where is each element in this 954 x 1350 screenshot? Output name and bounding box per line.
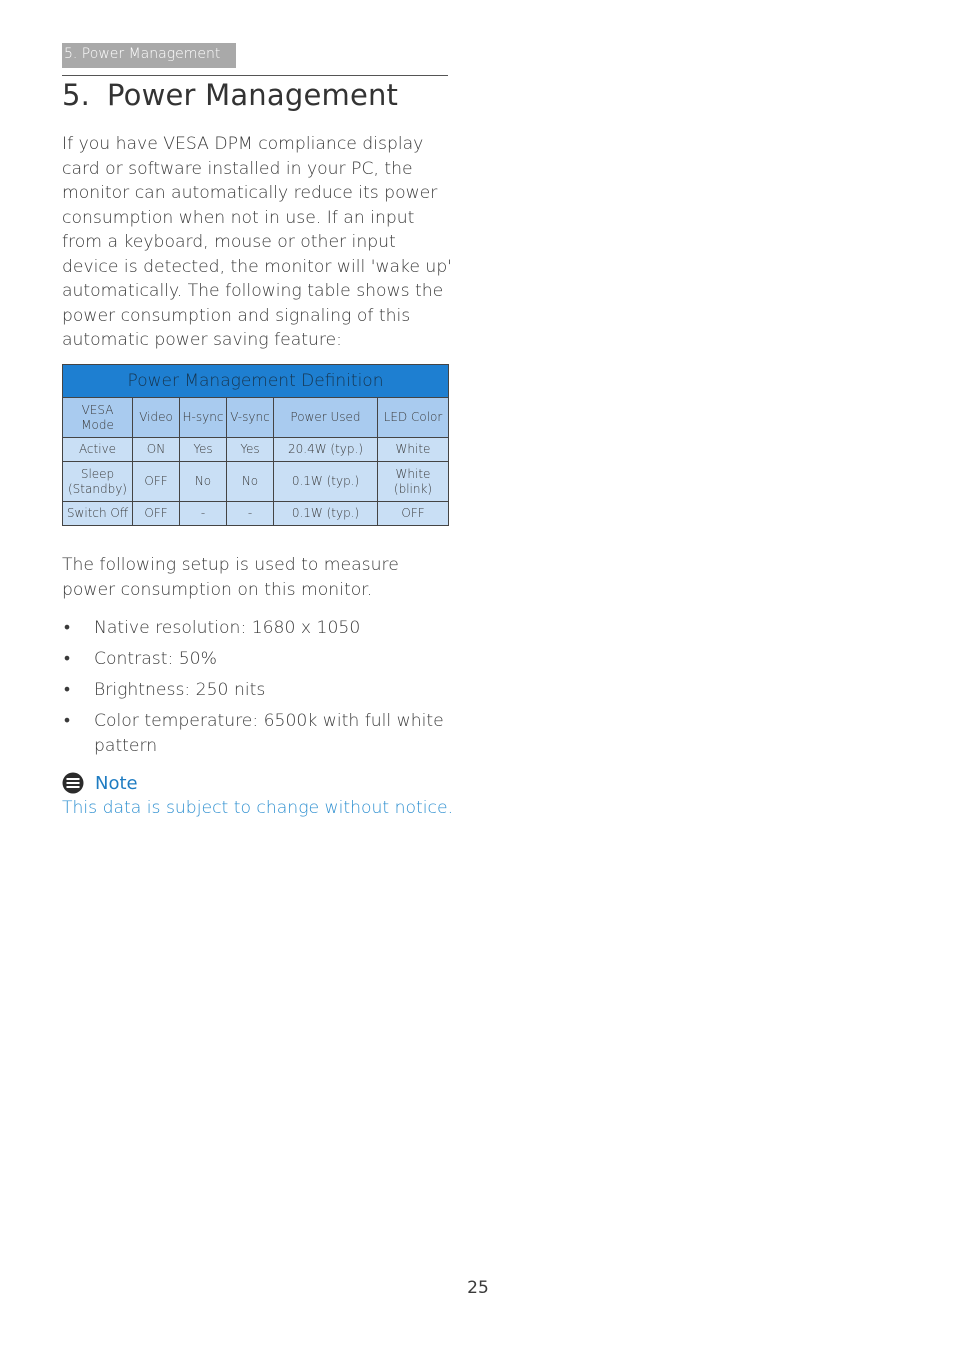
table-cell: OFF bbox=[133, 502, 180, 526]
title-number: 5. bbox=[62, 78, 91, 112]
list-item bbox=[62, 647, 448, 672]
table-caption: Power Management Definition bbox=[63, 365, 449, 398]
page-number: 25 bbox=[467, 1278, 489, 1298]
list-item bbox=[62, 678, 448, 703]
measure-intro: The following setup is used to measure power consumption on this monitor. bbox=[62, 555, 399, 600]
intro-paragraph: If you have VESA DPM compliance display card or software installed in your PC, the monitor can automatically reduce its power consumption when not in use. If an input from a keyboard, mouse or other input device is detected, the monitor will 'wake up' automatically. The following table shows the power consumption and signaling of this automatic power saving feature: bbox=[62, 134, 452, 350]
table-cell: White (blink) bbox=[378, 462, 449, 502]
table-cell: ON bbox=[133, 438, 180, 462]
note-label: Note bbox=[95, 772, 138, 794]
table-cell: OFF bbox=[133, 462, 180, 502]
list-item-text: Native resolution: 1680 x 1050 bbox=[94, 618, 361, 638]
table-row bbox=[63, 462, 449, 502]
table-row bbox=[63, 502, 449, 526]
title-text: Power Management bbox=[107, 78, 399, 112]
bullet-glyph: • bbox=[64, 618, 71, 638]
table-cell: - bbox=[180, 502, 227, 526]
header-rule bbox=[62, 75, 448, 76]
list-item bbox=[62, 709, 448, 758]
table-header-cell: H-sync bbox=[180, 398, 227, 438]
list-item-text: Color temperature: 6500k with full white pattern bbox=[94, 711, 444, 756]
table-cell: No bbox=[227, 462, 274, 502]
list-item bbox=[62, 616, 448, 641]
table-cell: 20.4W (typ.) bbox=[274, 438, 378, 462]
table-cell: Yes bbox=[180, 438, 227, 462]
table-cell: - bbox=[227, 502, 274, 526]
table-cell: Sleep (Standby) bbox=[63, 462, 133, 502]
table-cell: No bbox=[180, 462, 227, 502]
list-item-text: Brightness: 250 nits bbox=[94, 680, 266, 700]
table-header-cell: LED Color bbox=[378, 398, 449, 438]
table-cell: OFF bbox=[378, 502, 449, 526]
list-item-text: Contrast: 50% bbox=[94, 649, 217, 669]
table-header-cell: VESA Mode bbox=[63, 398, 133, 438]
power-management-table bbox=[62, 364, 449, 526]
page-title bbox=[62, 78, 448, 112]
table-header-cell: Power Used bbox=[274, 398, 378, 438]
table-cell: Active bbox=[63, 438, 133, 462]
table-header-cell: Video bbox=[133, 398, 180, 438]
note-text: This data is subject to change without notice. bbox=[62, 798, 454, 818]
bullet-glyph: • bbox=[64, 649, 71, 669]
note-heading bbox=[62, 771, 138, 795]
bullet-glyph: • bbox=[64, 711, 71, 731]
measurement-list bbox=[62, 616, 448, 765]
table-cell: Switch Off bbox=[63, 502, 133, 526]
section-tab: 5. Power Management bbox=[62, 43, 236, 68]
table-cell: 0.1W (typ.) bbox=[274, 462, 378, 502]
bullet-glyph: • bbox=[64, 680, 71, 700]
note-icon bbox=[62, 772, 84, 794]
table-header-cell: V-sync bbox=[227, 398, 274, 438]
table-cell: Yes bbox=[227, 438, 274, 462]
table-row bbox=[63, 438, 449, 462]
table-cell: 0.1W (typ.) bbox=[274, 502, 378, 526]
table-cell: White bbox=[378, 438, 449, 462]
